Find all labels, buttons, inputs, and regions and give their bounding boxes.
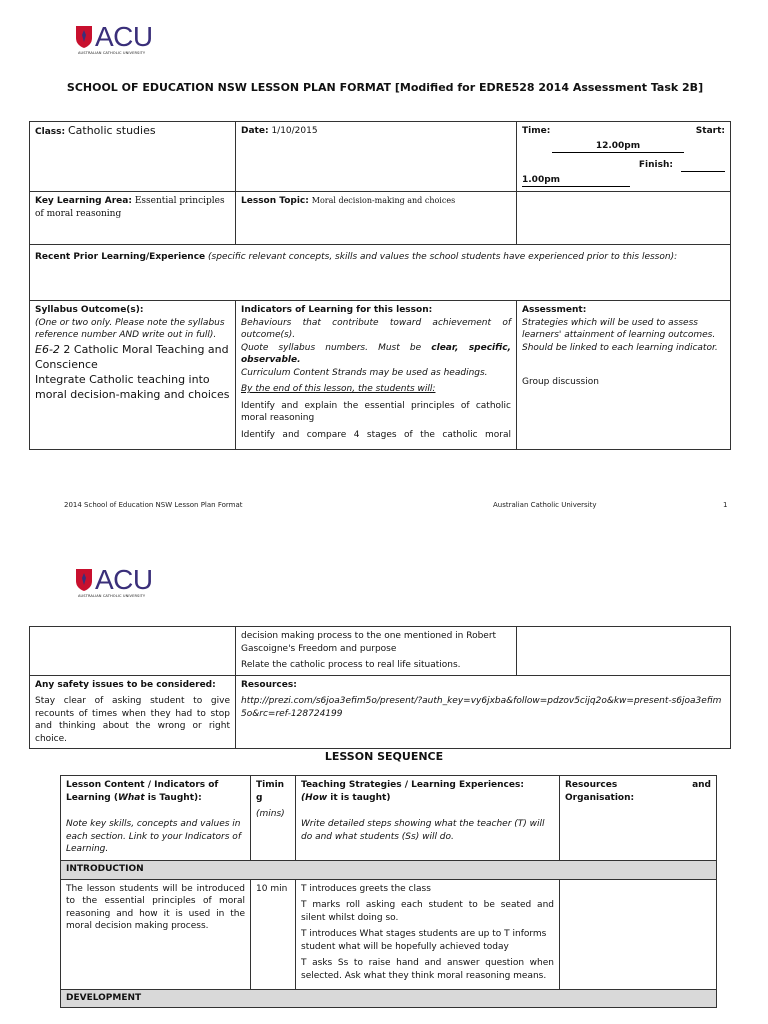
start-value: 12.00pm bbox=[552, 140, 684, 154]
indicators-cell: Indicators of Learning for this lesson: Behaviours that contribute toward achievement of outcome(s). Quote syllabus numbers. Must be clear, specific, observable. Curriculum Content Strands may be used as headings. By the end of this lesson, the students will: Identify and explain the essential principles of catholic moral reasoning Identify and compare 4 stages of the catholic moral bbox=[236, 301, 517, 450]
resources-header: Resources and Organisation: bbox=[560, 776, 717, 861]
topic-cell: Lesson Topic: Moral decision-making and choices bbox=[236, 192, 517, 245]
indicator-3: Relate the catholic process to real life situations. bbox=[241, 660, 461, 670]
timing-header: Timing (mins) bbox=[251, 776, 296, 861]
indicators-continued-cell: decision making process to the one mentioned in Robert Gascoigne's Freedom and purpose Relate the catholic process to real life situations. bbox=[236, 627, 517, 676]
introduction-row: INTRODUCTION bbox=[61, 861, 717, 880]
development-row: DEVELOPMENT bbox=[61, 989, 717, 1008]
class-value: Catholic studies bbox=[67, 124, 156, 137]
time-cell: Time: Start: 12.00pm Finish: 1.00pm bbox=[517, 122, 731, 192]
assessment-cell: Assessment: Strategies which will be used to assess learners' attainment of learning outcomes. Should be linked to each learning indicator. Group discussion bbox=[517, 301, 731, 450]
footer-center: Australian Catholic University bbox=[493, 501, 597, 509]
prior-learning-cell: Recent Prior Learning/Experience (specific relevant concepts, skills and values the school students have experienced prior to this lesson): bbox=[30, 245, 731, 301]
class-cell: Class: Catholic studies bbox=[30, 122, 236, 192]
intro-timing: 10 min bbox=[251, 879, 296, 989]
lesson-sequence-title: LESSON SEQUENCE bbox=[324, 750, 444, 763]
syllabus-cell: Syllabus Outcome(s): (One or two only. Please note the syllabus reference number AND write out in full). E6-2 2 Catholic Moral Teaching and Conscience Integrate Catholic teaching into moral decision-making and choices bbox=[30, 301, 236, 450]
topic-value: Moral decision-making and choices bbox=[311, 196, 456, 205]
lesson-plan-table-continued bbox=[29, 626, 731, 749]
finish-value: 1.00pm bbox=[522, 174, 630, 188]
page-number: 1 bbox=[723, 501, 728, 509]
acu-shield-icon bbox=[76, 26, 92, 48]
intro-strategies: T introduces greets the class T marks roll asking each student to be seated and silent whilst doing so. T introduces What stages students are up to T informs student what will be hopefully achieved today T asks Ss to raise hand and answer question when selected. Ask what they think moral reasoning means. bbox=[296, 879, 560, 989]
resources-cell: Resources: http://prezi.com/s6joa3efim5o/present/?auth_key=vy6jxba&follow=pdzov5cijq2o&kw=present-s6joa3efim5o&rc=ref-128724199 bbox=[236, 675, 731, 749]
acu-logo bbox=[76, 23, 153, 51]
safety-value: Stay clear of asking student to give recounts of times when they had to stop and thinking about the wrong or right choice. bbox=[35, 696, 230, 744]
strategies-header: Teaching Strategies / Learning Experiences: (How it is taught) Write detailed steps showing what the teacher (T) will do and what students (Ss) will do. bbox=[296, 776, 560, 861]
page-title: SCHOOL OF EDUCATION NSW LESSON PLAN FORMAT [Modified for EDRE528 2014 Assessment Task 2B] bbox=[66, 81, 704, 94]
logo-text: ACU bbox=[95, 21, 153, 52]
intro-content: The lesson students will be introduced to the essential principles of moral reasoning and how it is used in the moral decision making process. bbox=[61, 879, 251, 989]
acu-shield-icon bbox=[76, 569, 92, 591]
logo-text: ACU bbox=[95, 564, 153, 595]
syllabus-code: E6-2 bbox=[35, 342, 60, 356]
date-cell: Date: 1/10/2015 bbox=[236, 122, 517, 192]
resources-link[interactable]: http://prezi.com/s6joa3efim5o/present/?auth_key=vy6jxba&follow=pdzov5cijq2o&kw=present-s6joa3efim5o&rc=ref-128724199 bbox=[241, 696, 722, 719]
lesson-sequence-table bbox=[60, 775, 717, 1008]
footer-left: 2014 School of Education NSW Lesson Plan Format bbox=[64, 501, 243, 509]
content-header: Lesson Content / Indicators of Learning (What is Taught): Note key skills, concepts and values in each section. Link to your Indicators of Learning. bbox=[61, 776, 251, 861]
lesson-plan-table bbox=[29, 121, 731, 450]
kla-cell: Key Learning Area: Essential principles of moral reasoning bbox=[30, 192, 236, 245]
date-value: 1/10/2015 bbox=[271, 126, 318, 136]
logo-subtitle: AUSTRALIAN CATHOLIC UNIVERSITY bbox=[78, 51, 146, 55]
safety-cell: Any safety issues to be considered: Stay clear of asking student to give recounts of times when they had to stop and thinking about the wrong or right choice. bbox=[30, 675, 236, 749]
assessment-value: Group discussion bbox=[522, 377, 599, 387]
kla-value: Essential principles of moral reasoning bbox=[35, 196, 225, 219]
indicator-2: Identify and compare 4 stages of the catholic moral bbox=[241, 429, 511, 440]
indicator-1: Identify and explain the essential principles of catholic moral reasoning bbox=[241, 400, 511, 423]
logo-subtitle: AUSTRALIAN CATHOLIC UNIVERSITY bbox=[78, 594, 146, 598]
acu-logo-page2 bbox=[76, 566, 153, 594]
